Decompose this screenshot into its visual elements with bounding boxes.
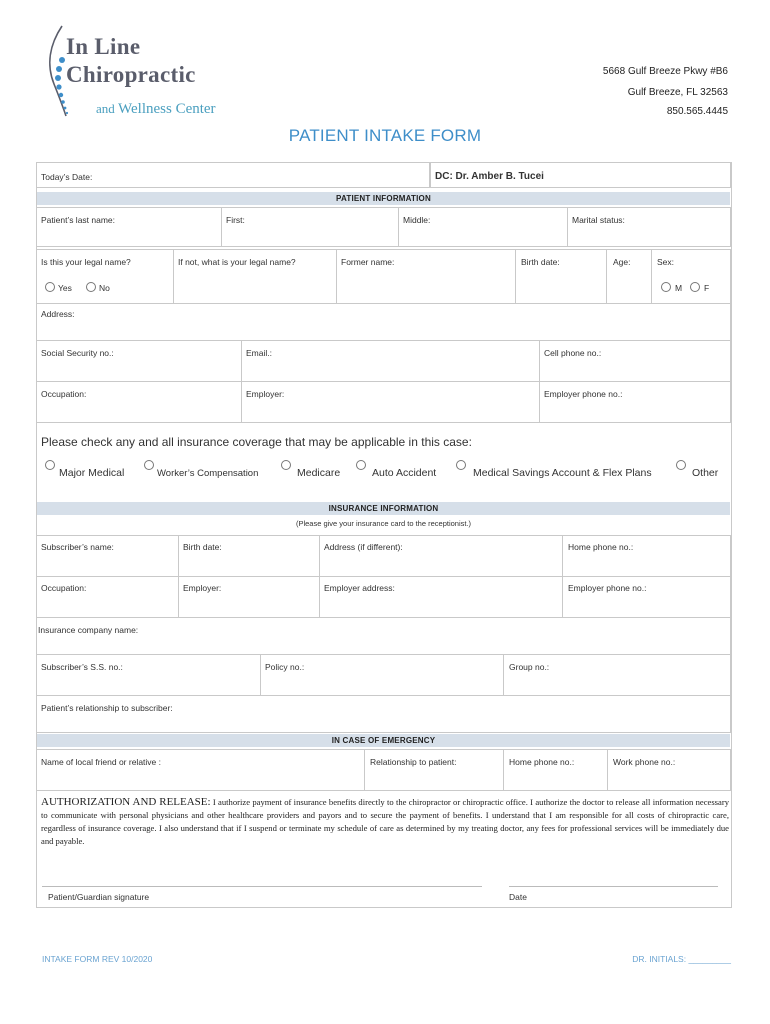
sex-m-label: M xyxy=(675,283,683,293)
form-revision: INTAKE FORM REV 10/2020 xyxy=(42,954,153,964)
coverage-auto-accident-label: Auto Accident xyxy=(372,467,437,479)
coverage-other-label: Other xyxy=(692,467,719,479)
emergency-band: IN CASE OF EMERGENCY xyxy=(37,734,730,747)
group-no-field[interactable] xyxy=(503,654,731,696)
policy-no-label: Policy no.: xyxy=(265,662,305,672)
subscriber-address-label: Address (if different): xyxy=(324,542,403,552)
insurance-company-label: Insurance company name: xyxy=(38,625,139,635)
logo-wellness: Wellness Center xyxy=(118,101,216,117)
coverage-msa-label: Medical Savings Account & Flex Plans xyxy=(473,467,652,479)
marital-status-field[interactable] xyxy=(567,207,731,247)
page-title: PATIENT INTAKE FORM xyxy=(288,126,482,145)
authorization-body: I authorize payment of insurance benefits directly to the chiropractor or chiropractic office. I authorize the doctor to release all information necessary to communicate with personal physicians and other healthcare providers and payors and to secure the payment of benefits. I understand that I am responsible for all costs of chiropractic care, regardless of insurance coverage. I also understand that if I suspend or terminate my schedule of care as determined by my treating doctor, any fees for professional services will be immediately due and payable. xyxy=(41,797,729,846)
coverage-prompt: Please check any and all insurance coverage that may be applicable in this case: xyxy=(41,435,472,449)
last-name-field[interactable] xyxy=(36,207,222,247)
emergency-home-phone-label: Home phone no.: xyxy=(509,757,575,767)
ins-employer-label: Employer: xyxy=(183,583,222,593)
authorization-text xyxy=(41,796,729,848)
dc-label: DC: Dr. Amber B. Tucei xyxy=(435,171,544,182)
ssn-field[interactable] xyxy=(36,340,242,382)
marital-status-label: Marital status: xyxy=(572,215,625,225)
sex-m-radio[interactable] xyxy=(661,282,671,292)
email-label: Email.: xyxy=(246,348,272,358)
coverage-other-radio[interactable] xyxy=(676,460,686,470)
email-field[interactable] xyxy=(241,340,540,382)
todays-date-label: Today’s Date: xyxy=(41,172,93,182)
legal-yes-label: Yes xyxy=(58,283,72,293)
logo-name-line1: In Line xyxy=(66,34,141,59)
subscriber-home-phone-label: Home phone no.: xyxy=(568,542,634,552)
employer-phone-label: Employer phone no.: xyxy=(544,389,623,399)
subscriber-ssn-label: Subscriber’s S.S. no.: xyxy=(41,662,123,672)
employer-field[interactable] xyxy=(241,381,540,423)
former-name-label: Former name: xyxy=(341,257,395,267)
first-name-label: First: xyxy=(226,215,245,225)
coverage-major-medical-label: Major Medical xyxy=(59,467,125,479)
occupation-field[interactable] xyxy=(36,381,242,423)
address-label: Address: xyxy=(41,309,75,319)
ins-employer-phone-label: Employer phone no.: xyxy=(568,583,647,593)
legal-no-label: No xyxy=(99,283,110,293)
clinic-phone: 850.565.4445 xyxy=(666,106,728,117)
middle-name-label: Middle: xyxy=(403,215,431,225)
occupation-label: Occupation: xyxy=(41,389,87,399)
legal-yes-radio[interactable] xyxy=(45,282,55,292)
policy-no-field[interactable] xyxy=(260,654,504,696)
sex-label: Sex: xyxy=(657,257,675,267)
subscriber-birth-label: Birth date: xyxy=(183,542,222,552)
logo-name-line3 xyxy=(96,101,216,118)
todays-date-field[interactable] xyxy=(36,162,430,188)
emergency-relationship-field[interactable] xyxy=(364,749,504,791)
clinic-city: Gulf Breeze, FL 32563 xyxy=(627,87,728,98)
ssn-label: Social Security no.: xyxy=(41,348,114,358)
coverage-major-medical-radio[interactable] xyxy=(45,460,55,470)
clinic-street: 5668 Gulf Breeze Pkwy #B6 xyxy=(602,66,728,77)
coverage-msa-radio[interactable] xyxy=(456,460,466,470)
cell-phone-field[interactable] xyxy=(539,340,731,382)
employer-phone-field[interactable] xyxy=(539,381,731,423)
signature-line[interactable] xyxy=(42,886,482,887)
group-no-label: Group no.: xyxy=(509,662,550,672)
first-name-field[interactable] xyxy=(221,207,399,247)
ins-occupation-label: Occupation: xyxy=(41,583,87,593)
coverage-workers-comp-radio[interactable] xyxy=(144,460,154,470)
logo-name-line2: Chiropractic xyxy=(66,62,196,87)
subscriber-ssn-field[interactable] xyxy=(36,654,261,696)
legal-name-label: If not, what is your legal name? xyxy=(178,257,296,267)
emergency-work-phone-label: Work phone no.: xyxy=(613,757,676,767)
signature-date-label: Date xyxy=(509,892,527,902)
insurance-company-field[interactable] xyxy=(36,617,731,655)
ins-employer-address-label: Employer address: xyxy=(324,583,395,593)
emergency-relationship-label: Relationship to patient: xyxy=(370,757,457,767)
patient-info-band: PATIENT INFORMATION xyxy=(37,192,730,205)
signature-label: Patient/Guardian signature xyxy=(48,892,150,902)
employer-label: Employer: xyxy=(246,389,285,399)
relationship-to-subscriber-label: Patient’s relationship to subscriber: xyxy=(41,703,173,713)
insurance-note: (Please give your insurance card to the receptionist.) xyxy=(295,519,472,528)
coverage-workers-comp-label: Worker’s Compensation xyxy=(157,468,259,479)
emergency-home-phone-field[interactable] xyxy=(503,749,608,791)
sex-f-radio[interactable] xyxy=(690,282,700,292)
insurance-info-band: INSURANCE INFORMATION xyxy=(37,502,730,515)
authorization-heading: AUTHORIZATION AND RELEASE: xyxy=(41,796,211,808)
legal-no-radio[interactable] xyxy=(86,282,96,292)
age-label: Age: xyxy=(613,257,631,267)
logo-and: and xyxy=(96,101,115,116)
sex-f-label: F xyxy=(704,283,710,293)
middle-name-field[interactable] xyxy=(398,207,568,247)
emergency-name-label: Name of local friend or relative : xyxy=(41,757,161,767)
cell-phone-label: Cell phone no.: xyxy=(544,348,602,358)
relationship-to-subscriber-field[interactable] xyxy=(36,695,731,733)
subscriber-name-label: Subscriber’s name: xyxy=(41,542,114,552)
last-name-label: Patient’s last name: xyxy=(41,215,116,225)
legal-name-question-label: Is this your legal name? xyxy=(41,257,131,267)
emergency-work-phone-field[interactable] xyxy=(607,749,731,791)
birth-date-label: Birth date: xyxy=(521,257,560,267)
address-field[interactable] xyxy=(36,303,731,341)
coverage-medicare-label: Medicare xyxy=(297,467,341,479)
date-line[interactable] xyxy=(509,886,718,887)
dr-initials: DR. INITIALS: _________ xyxy=(632,954,731,964)
emergency-name-field[interactable] xyxy=(36,749,365,791)
coverage-medicare-radio[interactable] xyxy=(281,460,291,470)
coverage-auto-accident-radio[interactable] xyxy=(356,460,366,470)
